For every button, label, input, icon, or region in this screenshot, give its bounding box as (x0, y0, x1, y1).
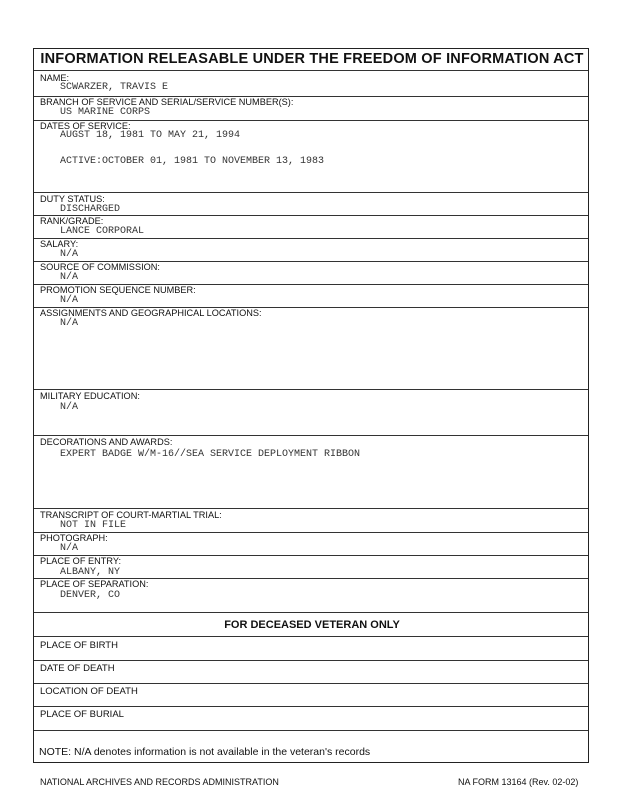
divider (34, 389, 588, 390)
form-number: NA FORM 13164 (Rev. 02-02) (458, 777, 579, 787)
divider (34, 532, 588, 533)
name-label: NAME: (40, 73, 70, 83)
salary-label: SALARY: (40, 239, 79, 249)
form-title: INFORMATION RELEASABLE UNDER THE FREEDOM OF INFORMATION ACT (40, 51, 584, 67)
divider (34, 612, 588, 613)
divider (34, 435, 588, 436)
active-dates-value: ACTIVE:OCTOBER 01, 1981 TO NOVEMBER 13, 1983 (60, 156, 325, 167)
place-of-birth-label: PLACE OF BIRTH (40, 640, 118, 651)
place-of-entry-value: ALBANY, NY (60, 567, 121, 578)
name-value: SCWARZER, TRAVIS E (60, 82, 169, 93)
divider (34, 215, 588, 216)
divider (34, 238, 588, 239)
salary-value: N/A (60, 249, 79, 260)
transcript-value: NOT IN FILE (60, 520, 127, 531)
branch-label: BRANCH OF SERVICE AND SERIAL/SERVICE NUMBER(S): (40, 97, 294, 107)
duty-status-label: DUTY STATUS: (40, 194, 105, 204)
branch-value: US MARINE CORPS (60, 107, 151, 118)
place-of-entry-label: PLACE OF ENTRY: (40, 556, 122, 566)
dates-label: DATES OF SERVICE: (40, 121, 131, 131)
decorations-label: DECORATIONS AND AWARDS: (40, 437, 173, 447)
divider (34, 192, 588, 193)
divider (34, 683, 588, 684)
commission-value: N/A (60, 272, 79, 283)
commission-label: SOURCE OF COMMISSION: (40, 262, 160, 272)
dates-value: AUGST 18, 1981 TO MAY 21, 1994 (60, 130, 241, 141)
agency-footer: NATIONAL ARCHIVES AND RECORDS ADMINISTRATION (40, 777, 279, 787)
decorations-value: EXPERT BADGE W/M-16//SEA SERVICE DEPLOYMENT RIBBON (60, 449, 361, 460)
promotion-value: N/A (60, 295, 79, 306)
divider (34, 730, 588, 731)
divider (34, 660, 588, 661)
photograph-value: N/A (60, 543, 79, 554)
promotion-label: PROMOTION SEQUENCE NUMBER: (40, 285, 196, 295)
transcript-label: TRANSCRIPT OF COURT-MARTIAL TRIAL: (40, 510, 222, 520)
divider (34, 508, 588, 509)
photograph-label: PHOTOGRAPH: (40, 533, 108, 543)
duty-status-value: DISCHARGED (60, 204, 121, 215)
rank-label: RANK/GRADE: (40, 216, 104, 226)
location-of-death-label: LOCATION OF DEATH (40, 686, 138, 697)
foia-form (33, 48, 589, 763)
assignments-label: ASSIGNMENTS AND GEOGRAPHICAL LOCATIONS: (40, 308, 262, 318)
divider (34, 636, 588, 637)
place-of-separation-value: DENVER, CO (60, 590, 121, 601)
education-label: MILITARY EDUCATION: (40, 391, 140, 401)
place-of-separation-label: PLACE OF SEPARATION: (40, 579, 149, 589)
divider (34, 706, 588, 707)
note: NOTE: N/A denotes information is not available in the veteran's records (39, 746, 371, 758)
place-of-burial-label: PLACE OF BURIAL (40, 709, 124, 720)
assignments-value: N/A (60, 318, 79, 329)
date-of-death-label: DATE OF DEATH (40, 663, 115, 674)
divider (34, 70, 588, 71)
rank-value: LANCE CORPORAL (60, 226, 145, 237)
deceased-heading: FOR DECEASED VETERAN ONLY (224, 619, 400, 631)
education-value: N/A (60, 402, 79, 413)
